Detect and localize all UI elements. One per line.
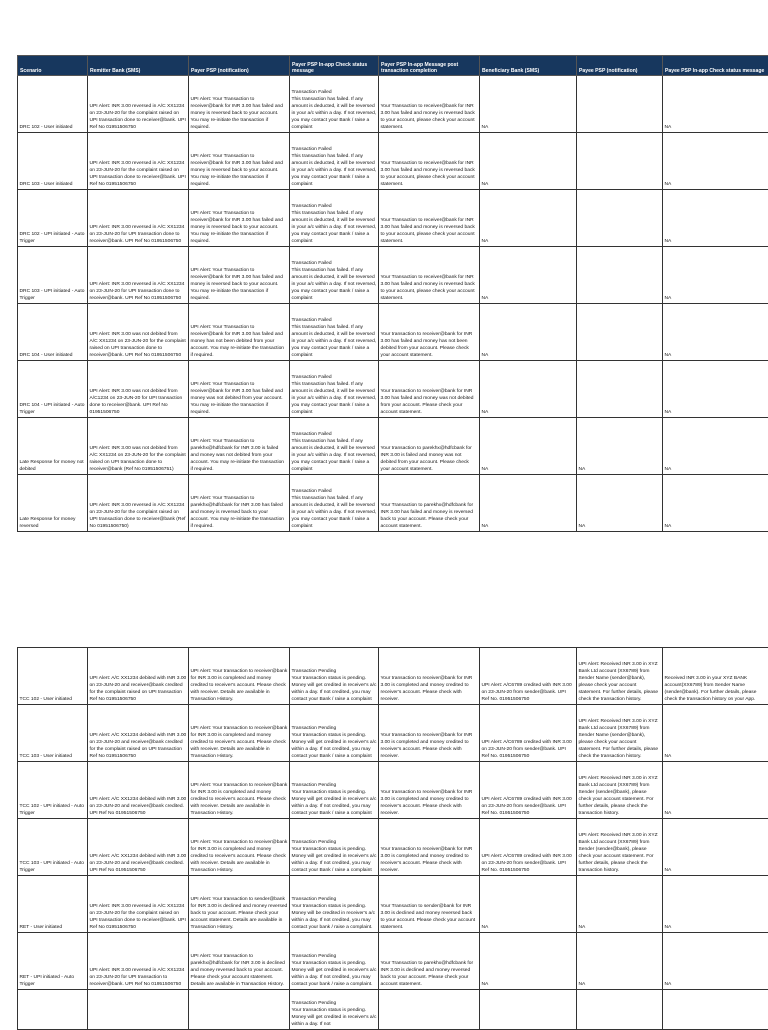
payee-notification-cell: UPI Alert: Received INR 3.00 in XYZ Bank Ltd account (XX6789) from Sender Name (sender@bank), please check your account statement. For further details, please check the transaction history. — [577, 648, 663, 705]
payer-notification-cell: UPI Alert: Your Transaction to receiver@bank for INR 3.00 has failed and money is reversed back to your account. You may re-initiate the transaction if required. — [189, 133, 290, 190]
payer-check-status-cell: Transaction Pending Your transaction status is pending. Money will get credited in receiver's a/c within a day. If not credited, you may contact your Bank / raise a complaint — [290, 705, 379, 762]
payee-check-status-cell: NA — [663, 819, 768, 876]
remitter-sms-cell: UPI Alert: INR 3.00 reversed in A/C XX1234 on 23-JUN-20 for the complaint raised on UPI transaction done to receiver@bank. UPI Ref No 01951506750 — [88, 133, 189, 190]
scenario-cell: DRC 103 - User initiated — [18, 133, 88, 190]
payee-check-status-cell: NA — [663, 876, 768, 933]
beneficiary-sms-cell: UPI Alert: A/C6789 credited with INR 3.00 on 23-JUN-20 from sender@bank. UPI Ref No. 01951506750 — [480, 648, 577, 705]
payee-check-status-cell: NA — [663, 361, 768, 418]
payer-check-status-cell: Transaction Failed This transaction has failed. If any amount is deducted, it will be reversed in your a/c within a day. If not reversed, you may contact your Bank / raise a complaint — [290, 418, 379, 475]
remitter-sms-cell: UPI Alert: INR 3.00 was not debited from A/C XX1234 on 23-JUN-20 for the complaint raised on UPI transaction done to receiver@bank (Ref No 01951506751) — [88, 418, 189, 475]
payee-notification-cell: NA — [577, 933, 663, 990]
scenario-table-pending — [17, 647, 768, 1030]
remitter-sms-cell: UPI Alert: INR 3.00 was not debited from A/C XX1234 on 23-JUN-20 for the complaint raised on UPI transaction done to receiver@bank. UPI Ref No 01951506750 — [88, 304, 189, 361]
header-scenario: Scenario — [18, 56, 88, 76]
payer-post-txn-cell: Your transaction to receiver@bank for INR 3.00 is completed and money credited to receiver's account. Please check with receiver. — [379, 705, 480, 762]
header-payee-psp-check-status: Payee PSP In-app Check status message — [663, 56, 768, 76]
table-row — [18, 705, 768, 762]
scenario-cell: DRC 103 - UPI initiated - Auto Trigger — [18, 247, 88, 304]
beneficiary-sms-cell: NA — [480, 418, 577, 475]
payee-check-status-cell: NA — [663, 762, 768, 819]
payee-check-status-cell: NA — [663, 304, 768, 361]
payer-check-status-cell: Transaction Pending Your transaction status is pending. Money will get credited in receiver's a/c within a day. If not — [290, 990, 379, 1030]
payer-check-status-cell: Transaction Pending Your transaction status is pending. Money will get credited in receiver's a/c within a day. If not credited, you may contact your Bank / raise a complaint — [290, 648, 379, 705]
payer-post-txn-cell: Your transaction to parekhx@hdfcbank for INR 3.00 is failed and money was not debited from your account. Please check your account statement. — [379, 418, 480, 475]
payer-post-txn-cell: Your Transaction to receiver@bank for INR 3.00 has failed and money is reversed back to your account, please check your account statement. — [379, 190, 480, 247]
table-row — [18, 475, 768, 532]
scenario-cell: DRC 102 - UPI initiated - Auto Trigger — [18, 190, 88, 247]
payer-post-txn-cell: Your Transaction to receiver@bank for INR 3.00 has failed and money is reversed back to your account, please check your account statement. — [379, 76, 480, 133]
table-row — [18, 762, 768, 819]
scenario-cell: DRC 102 - User initiated — [18, 76, 88, 133]
header-row — [18, 56, 768, 76]
payee-notification-cell: UPI Alert: Received INR 3.00 in XYZ Bank Ltd account (XX6789) from Sender (sender@bank), please check your account statement. For further details, please check the transaction history. — [577, 819, 663, 876]
payee-check-status-cell: NA — [663, 247, 768, 304]
payer-notification-cell: UPI Alert: Your Transaction to receiver@bank for INR 3.00 has failed and money has not been debited from your account. You may re-initiate the transaction if required. — [189, 304, 290, 361]
beneficiary-sms-cell: NA — [480, 876, 577, 933]
payee-notification-cell: UPI Alert: Received INR 3.00 in XYZ Bank Ltd account (XX6789) from Sender Name (sender@bank), please check your account statement. For further details, please check the transaction history. — [577, 705, 663, 762]
beneficiary-sms-cell: UPI Alert: A/C6789 credited with INR 3.00 on 23-JUN-20 from sender@bank. UPI Ref No. 01951506750 — [480, 819, 577, 876]
payer-post-txn-cell: Your Transaction to parekhx@hdfcbank for INR 3.00 is declined and money reversed back to your account. Please check your account statement. — [379, 933, 480, 990]
payer-check-status-cell: Transaction Failed This transaction has failed. If any amount is deducted, it will be reversed in your a/c within a day. If not reversed, you may contact your Bank / raise a complaint — [290, 247, 379, 304]
beneficiary-sms-cell: NA — [480, 361, 577, 418]
table-row — [18, 190, 768, 247]
payer-check-status-cell: Transaction Failed This transaction has failed. If any amount is deducted, it will be reversed in your a/c within a day. If not reversed, you may contact your Bank / raise a complaint — [290, 304, 379, 361]
scenario-cell: TCC 103 - UPI initiated - Auto Trigger — [18, 819, 88, 876]
beneficiary-sms-cell: UPI Alert: A/C6789 credited with INR 3.00 on 23-JUN-20 from sender@bank. UPI Ref No. 01951506750 — [480, 762, 577, 819]
payee-check-status-cell: NA — [663, 133, 768, 190]
payee-check-status-cell: NA — [663, 475, 768, 532]
payee-notification-cell: UPI Alert: Received INR 3.00 in XYZ Bank Ltd account (XX6789) from Sender (sender@bank), please check your account statement. For further details, please check the transaction history. — [577, 762, 663, 819]
payer-post-txn-cell: Your Transaction to sender@bank for INR 3.00 is declined and money reversed back to your account. Please check your account statement. — [379, 876, 480, 933]
remitter-sms-cell: UPI Alert: A/C XX1234 debited with INR 3.00 on 23-JUN-20 and receiver@bank credited for the complaint raised on UPI transaction Ref No 01951506750 — [88, 705, 189, 762]
table-row — [18, 304, 768, 361]
beneficiary-sms-cell: NA — [480, 475, 577, 532]
payer-notification-cell: UPI Alert: Your Transaction to receiver@bank for INR 3.00 has failed and money is reversed back to your account. You may re-initiate the transaction if required. — [189, 247, 290, 304]
payer-check-status-cell: Transaction Pending Your transaction status is pending. Money will get credited in receiver's a/c within a day. If not credited, you may contact your bank / raise a complaint. — [290, 933, 379, 990]
payer-notification-cell: UPI Alert: Your transaction to receiver@bank for INR 3.00 is completed and money credited to receiver's account. Please check with receiver. Details are available in Transaction History. — [189, 819, 290, 876]
beneficiary-sms-cell: NA — [480, 933, 577, 990]
scenario-cell: RET - User initiated — [18, 876, 88, 933]
payer-post-txn-cell: Your transaction to receiver@bank for INR 3.00 has failed and money was not debited from your account. Please check your account statement. — [379, 361, 480, 418]
table-row — [18, 133, 768, 190]
scenario-table-failed — [17, 55, 768, 532]
table-row — [18, 648, 768, 705]
header-payee-psp-notification: Payee PSP (notification) — [577, 56, 663, 76]
scenario-cell: RET - UPI initiated - Auto Trigger — [18, 933, 88, 990]
payee-check-status-cell: NA — [663, 705, 768, 762]
payer-post-txn-cell: Your transaction to receiver@bank for INR 3.00 is completed and money credited to receiver's account. Please check with receiver. — [379, 762, 480, 819]
payer-notification-cell: UPI Alert: Your Transaction to receiver@bank for INR 3.00 has failed and money is reversed back to your account. You may re-initiate the transaction if required. — [189, 76, 290, 133]
scenario-cell: TCC 102 - User initiated — [18, 648, 88, 705]
payee-check-status-cell: NA — [663, 933, 768, 990]
payer-check-status-cell: Transaction Failed This transaction has failed. If any amount is deducted, it will be reversed in your a/c within a day. If not reversed, you may contact your Bank / raise a complaint — [290, 133, 379, 190]
payer-notification-cell: UPI Alert: Your Transaction to parekhx@hdfcbank for INR 3.00 has failed and money is reversed back to your account. You may re-initiate the transaction if required. — [189, 475, 290, 532]
payer-check-status-cell: Transaction Pending Your transaction status is pending. Money will get credited in receiver's a/c within a day. If not credited, you may contact your Bank / raise a complaint — [290, 762, 379, 819]
payer-notification-cell: UPI Alert: Your transaction to receiver@bank for INR 3.00 is completed and money credited to receiver's account. Please check with receiver. Details are available in Transaction History. — [189, 762, 290, 819]
payee-notification-cell: NA — [577, 418, 663, 475]
scenario-cell: Late Response for money not debited — [18, 418, 88, 475]
payer-check-status-cell: Transaction Failed This transaction has failed. If any amount is deducted, it will be reversed in your a/c within a day. If not reversed, you may contact your Bank / raise a complaint — [290, 361, 379, 418]
payer-check-status-cell: Transaction Pending Your transaction status is pending. Money will be credited in receiver's a/c within a day. If not credited, you may contact your bank / raise a complaint. — [290, 876, 379, 933]
scenario-cell: Late Response for money reversed — [18, 475, 88, 532]
payer-post-txn-cell: Your transaction to receiver@bank for INR 3.00 is completed and money credited to receiver's account. Please check with receiver. — [379, 819, 480, 876]
remitter-sms-cell: UPI Alert: INR 3.00 was not debited from A/C1234 on 23-JUN-20 for UPI transaction done to receiver@bank. UPI Ref No 01951506750 — [88, 361, 189, 418]
table-row — [18, 418, 768, 475]
beneficiary-sms-cell: NA — [480, 133, 577, 190]
beneficiary-sms-cell: NA — [480, 76, 577, 133]
payer-check-status-cell: Transaction Failed This transaction has failed. If any amount is deducted, it will be reversed in your a/c within a day. If not reversed, you may contact your Bank / raise a complaint — [290, 475, 379, 532]
payer-notification-cell: UPI Alert: Your Transaction to receiver@bank for INR 3.00 has failed and money was not debited from your account. You may re-initiate the transaction if required. — [189, 361, 290, 418]
scenario-cell: DRC 104 - UPI initiated - Auto Trigger — [18, 361, 88, 418]
payer-post-txn-cell: Your Transaction to receiver@bank for INR 3.00 has failed and money is reversed back to your account, please check your account statement. — [379, 247, 480, 304]
beneficiary-sms-cell: NA — [480, 190, 577, 247]
remitter-sms-cell: UPI Alert: INR 3.00 reversed in A/C XX1234 on 23-JUN-20 for UPI transaction done to receiver@bank. UPI Ref No 01951506750 — [88, 247, 189, 304]
payer-notification-cell: UPI Alert: Your Transaction to parekhx@hdfcbank for INR 3.00 is failed and money was not debited from your account. You may re-initiate the transaction if required. — [189, 418, 290, 475]
payee-check-status-cell: NA — [663, 76, 768, 133]
remitter-sms-cell: UPI Alert: INR 3.00 reversed in A/C XX1234 on 23-JUN-20 for the complaint raised on UPI transaction done to receiver@bank (Ref No 01951506750) — [88, 475, 189, 532]
payer-check-status-cell: Transaction Failed This transaction has failed. If any amount is deducted, it will be reversed in your a/c within a day. If not reversed, you may contact your Bank / raise a complaint — [290, 190, 379, 247]
payer-post-txn-cell: Your transaction to receiver@bank for INR 3.00 is completed and money credited to receiver's account. Please check with receiver. — [379, 648, 480, 705]
remitter-sms-cell: UPI Alert: INR 3.00 reversed in A/C XX1234 on 23-JUN-20 for the complaint raised on UPI transaction done to receiver@bank. UPI Ref No 01951506750 — [88, 76, 189, 133]
scenario-cell: DRC 104 - User initiated — [18, 304, 88, 361]
payer-notification-cell: UPI Alert: Your Transaction to receiver@bank for INR 3.00 has failed and money is reversed back to your account. You may re-initiate the transaction if required. — [189, 190, 290, 247]
payee-notification-cell: NA — [577, 876, 663, 933]
header-payer-psp-check-status: Payer PSP In-app Check status message — [290, 56, 379, 76]
beneficiary-sms-cell: UPI Alert: A/C6789 credited with INR 3.00 on 23-JUN-20 from sender@bank. UPI Ref No. 01951506750 — [480, 705, 577, 762]
payer-notification-cell: UPI Alert: Your transaction to parekhx@hdfcbank for INR 3.00 is declined and money reversed back to your account. Please check your account statement. Details are available in Transaction History. — [189, 933, 290, 990]
header-remitter-bank-sms: Remitter Bank (SMS) — [88, 56, 189, 76]
remitter-sms-cell: UPI Alert: A/C XX1234 debited with INR 3.00 on 23-JUN-20 and receiver@bank credited. UPI Ref No 01951506750 — [88, 762, 189, 819]
table-row — [18, 361, 768, 418]
payee-check-status-cell: NA — [663, 418, 768, 475]
table-row — [18, 933, 768, 990]
payer-post-txn-cell: Your Transaction to parekhx@hdfcbank for INR 3.00 has failed and money is reversed back to your account. Please check your account statement. — [379, 475, 480, 532]
scenario-cell: TCC 103 - User initiated — [18, 705, 88, 762]
payee-notification-cell — [577, 190, 663, 247]
payer-notification-cell: UPI Alert: Your transaction to receiver@bank for INR 3.00 is completed and money credited to receiver's account. Please check with receiver. Details are available in Transaction History. — [189, 705, 290, 762]
remitter-sms-cell: UPI Alert: A/C XX1234 debited with INR 3.00 on 23-JUN-20 and receiver@bank credited for the complaint raised on UPI transaction Ref No 01951506750 — [88, 648, 189, 705]
payer-notification-cell: UPI Alert: Your transaction to receiver@bank for INR 3.00 is completed and money credited to receiver's account. Please check with receiver. Details are available in Transaction History. — [189, 648, 290, 705]
payee-check-status-cell: NA — [663, 190, 768, 247]
payee-notification-cell — [577, 247, 663, 304]
payee-notification-cell: NA — [577, 475, 663, 532]
header-payer-psp-notification: Payer PSP (notification) — [189, 56, 290, 76]
scenario-cell: TCC 102 - UPI initiated - Auto Trigger — [18, 762, 88, 819]
table-row — [18, 76, 768, 133]
payee-notification-cell — [577, 304, 663, 361]
payee-notification-cell — [577, 133, 663, 190]
payee-check-status-cell: Received INR 3.00 in your XYZ BANK account(XX6789) from Sender Name (sender@bank). For further details, please check the transaction history on your App. — [663, 648, 768, 705]
table-row — [18, 819, 768, 876]
table-row — [18, 876, 768, 933]
header-payer-psp-post-transaction: Payer PSP In-app Message post transaction completion — [379, 56, 480, 76]
remitter-sms-cell: UPI Alert: INR 3.00 reversed in A/C XX1234 on 23-JUN-20 for UPI transaction to receiver@bank. UPI Ref No 01951506750 — [88, 933, 189, 990]
payer-check-status-cell: Transaction Failed This transaction has failed. If any amount is deducted, it will be reversed in your a/c within a day. If not reversed, you may contact your Bank / raise a complaint — [290, 76, 379, 133]
remitter-sms-cell: UPI Alert: INR 3.00 reversed in A/C XX1234 on 23-JUN-20 for UPI transaction done to receiver@bank. UPI Ref No 01951506750 — [88, 190, 189, 247]
payer-post-txn-cell: Your transaction to receiver@bank for INR 3.00 has failed and money has not been debited from your account. Please check your account statement. — [379, 304, 480, 361]
beneficiary-sms-cell: NA — [480, 304, 577, 361]
payee-notification-cell — [577, 361, 663, 418]
payee-notification-cell — [577, 76, 663, 133]
beneficiary-sms-cell: NA — [480, 247, 577, 304]
remitter-sms-cell: UPI Alert: INR 3.00 reversed in A/C XX1234 on 23-JUN-20 for the complaint raised on UPI transaction done to receiver@bank. UPI Ref No 01951506750 — [88, 876, 189, 933]
table-row — [18, 247, 768, 304]
payer-check-status-cell: Transaction Pending Your transaction status is pending. Money will get credited in receiver's a/c within a day. If not credited, you may contact your Bank / raise a complaint — [290, 819, 379, 876]
payer-notification-cell: UPI Alert: Your transaction to sender@bank for INR 3.00 is declined and money reversed back to your account. Please check your account statement. Details are available in Transaction History. — [189, 876, 290, 933]
header-beneficiary-bank-sms: Beneficiary Bank (SMS) — [480, 56, 577, 76]
payer-post-txn-cell: Your Transaction to receiver@bank for INR 3.00 has failed and money is reversed back to your account, please check your account statement. — [379, 133, 480, 190]
remitter-sms-cell: UPI Alert: A/C XX1234 debited with INR 3.00 on 23-JUN-20 and receiver@bank credited. UPI Ref No 01951506750 — [88, 819, 189, 876]
